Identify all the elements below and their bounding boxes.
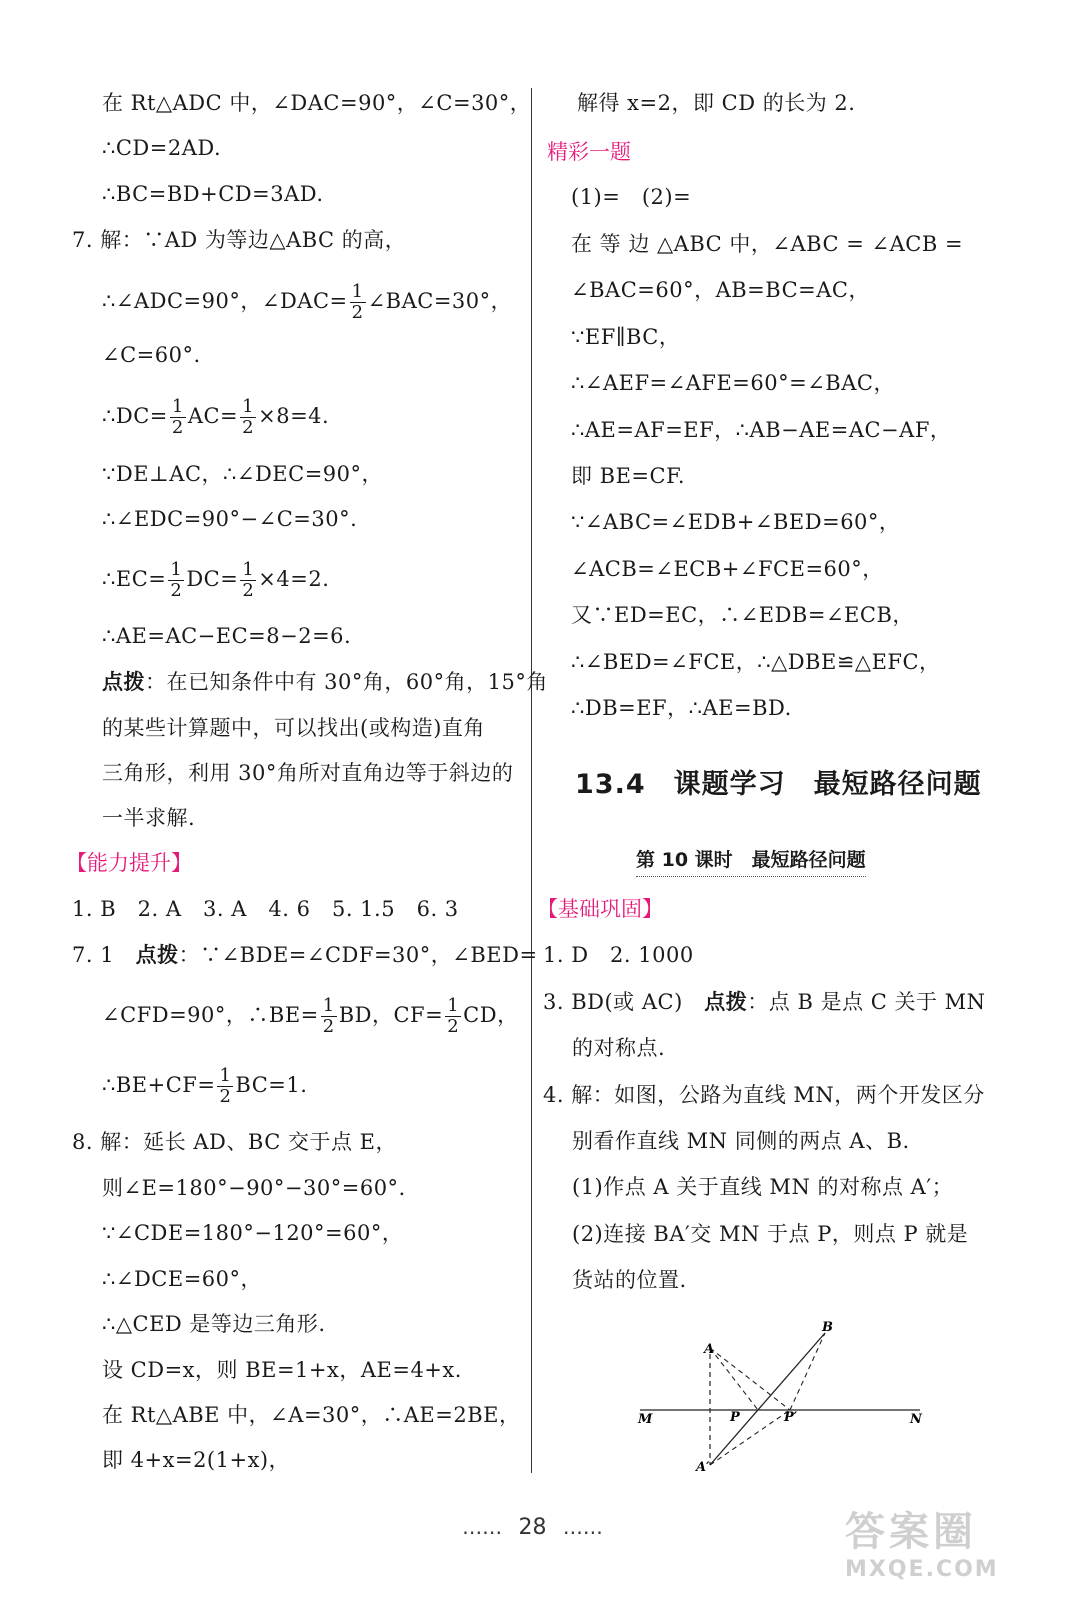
text-line: ∵DE⊥AC，∴∠DEC=90°，	[102, 462, 384, 486]
fraction: $\frac{1}{2}$	[351, 281, 364, 323]
text-line: ∵EF∥BC，	[571, 325, 681, 349]
text-line: (1)= (2)=	[571, 185, 692, 209]
text-line: ∴AE=AC−EC=8−2=6.	[102, 624, 352, 648]
fraction: $\frac{1}{2}$	[242, 559, 255, 601]
footer-dots: ……	[562, 1515, 603, 1539]
highlight-heading: 精彩一题	[547, 140, 631, 164]
fraction: $\frac{1}{2}$	[171, 396, 184, 438]
text-line: 货站的位置.	[572, 1268, 687, 1292]
ability-heading: 【能力提升】	[66, 851, 192, 875]
line-a-p	[710, 1348, 758, 1410]
text-line: ∴∠AEF=∠AFE=60°=∠BAC，	[571, 371, 895, 395]
text-line: ∵∠CDE=180°−120°=60°，	[102, 1221, 404, 1245]
answers-line: 1. B 2. A 3. A 4. 6 5. 1.5 6. 3	[72, 897, 459, 921]
fraction: $\frac{1}{2}$	[322, 995, 335, 1037]
tip-label: 点拨	[135, 943, 179, 967]
text-line: 解得 x=2，即 CD 的长为 2.	[577, 91, 856, 115]
text-line: ∴BC=BD+CD=3AD.	[102, 182, 324, 206]
text-line: 即 4+x=2(1+x)，	[102, 1448, 291, 1472]
text-line: 7. 1 点拨：∵∠BDE=∠CDF=30°，∠BED=	[72, 943, 538, 967]
text-line: 在 等 边 △ABC 中，∠ABC = ∠ACB =	[571, 232, 964, 256]
basic-heading: 【基础巩固】	[537, 897, 663, 921]
page-number: 28	[518, 1515, 547, 1540]
text-line: 的某些计算题中，可以找出(或构造)直角	[102, 716, 485, 740]
text-line: ∴∠EDC=90°−∠C=30°.	[102, 507, 358, 531]
shortest-path-figure	[630, 1315, 930, 1475]
text-line: 设 CD=x，则 BE=1+x，AE=4+x.	[102, 1358, 462, 1382]
text-line: 别看作直线 MN 同侧的两点 A、B.	[572, 1129, 910, 1153]
text-line: ∴EC= $\frac{1}{2}$ DC= $\frac{1}{2}$ ×4=2.	[102, 559, 330, 601]
text-line: (1)作点 A 关于直线 MN 的对称点 A′；	[572, 1175, 954, 1199]
label-a: A	[704, 1342, 715, 1357]
fraction: $\frac{1}{2}$	[447, 995, 460, 1037]
text-line: 的对称点.	[572, 1036, 666, 1060]
label-n: N	[910, 1412, 922, 1427]
text-line: ∴∠ADC=90°，∠DAC= $\frac{1}{2}$ ∠BAC=30°，	[102, 281, 513, 323]
text-line: ∠ACB=∠ECB+∠FCE=60°，	[571, 557, 884, 581]
section-title: 13.4 课题学习 最短路径问题	[575, 769, 982, 800]
text-line: ∴CD=2AD.	[102, 136, 222, 160]
column-divider	[531, 88, 532, 1473]
text-line: 8. 解：延长 AD、BC 交于点 E，	[72, 1130, 397, 1154]
fraction: $\frac{1}{2}$	[170, 559, 183, 601]
fraction: $\frac{1}{2}$	[242, 396, 255, 438]
tip-label: 点拨	[102, 670, 145, 694]
label-p: P	[730, 1410, 740, 1425]
answers-line: 1. D 2. 1000	[543, 943, 694, 967]
lesson-title: 第 10 课时 最短路径问题	[636, 845, 866, 877]
text-line: 4. 解：如图，公路为直线 MN，两个开发区分	[543, 1083, 985, 1107]
text-line: 又∵ED=EC，∴∠EDB=∠ECB，	[571, 603, 914, 627]
text-line: 三角形，利用 30°角所对直角边等于斜边的	[102, 761, 514, 785]
text-line: ∠C=60°.	[102, 343, 201, 367]
line-a-p-prime	[710, 1348, 790, 1410]
footer-dots: ……	[462, 1515, 503, 1539]
text-line: 3. BD(或 AC) 点拨：点 B 是点 C 关于 MN	[543, 990, 986, 1014]
text-line: 即 BE=CF.	[571, 464, 686, 488]
text-line: (2)连接 BA′交 MN 于点 P，则点 P 就是	[572, 1222, 969, 1246]
text-line: ∵∠ABC=∠EDB+∠BED=60°，	[571, 510, 901, 534]
text-line: ∴∠DCE=60°，	[102, 1267, 263, 1291]
text-line: ∴AE=AF=EF，∴AB−AE=AC−AF，	[571, 418, 952, 442]
text-line: 则∠E=180°−90°−30°=60°.	[102, 1176, 406, 1200]
label-b: B	[822, 1320, 833, 1335]
text-line: ∴∠BED=∠FCE，∴△DBE≌△EFC，	[571, 650, 941, 674]
text-line: 一半求解.	[102, 806, 196, 830]
tip-line: 点拨：在已知条件中有 30°角，60°角，15°角	[102, 670, 548, 694]
tip-label: 点拨	[704, 990, 748, 1014]
text-line: ∴DC= $\frac{1}{2}$ AC= $\frac{1}{2}$ ×8=4.	[102, 396, 330, 438]
text-line: 在 Rt△ADC 中，∠DAC=90°，∠C=30°，	[102, 91, 532, 115]
line-p-prime-b	[790, 1333, 825, 1410]
watermark	[845, 1500, 1035, 1590]
text-line: ∠BAC=60°，AB=BC=AC，	[571, 278, 870, 302]
line-a-prime-b	[710, 1333, 825, 1465]
text-line: ∴BE+CF= $\frac{1}{2}$ BC=1.	[102, 1065, 308, 1107]
text-line: 7. 解：∵AD 为等边△ABC 的高，	[72, 228, 407, 252]
label-m: M	[638, 1412, 653, 1427]
fraction: $\frac{1}{2}$	[219, 1065, 232, 1107]
text-line: ∠CFD=90°，∴BE= $\frac{1}{2}$ BD，CF= $\frac{1}{2}$ CD，	[102, 995, 519, 1037]
watermark-bottom: MXQE.COM	[845, 1557, 999, 1582]
label-a-prime: A′	[696, 1460, 710, 1475]
watermark-top: 答案圈	[845, 1509, 977, 1555]
text-line: ∴△CED 是等边三角形.	[102, 1312, 326, 1336]
text-line: 在 Rt△ABE 中，∠A=30°，∴AE=2BE，	[102, 1403, 521, 1427]
label-p-prime: P′	[784, 1410, 798, 1425]
text-line: ∴DB=EF，∴AE=BD.	[571, 696, 792, 720]
